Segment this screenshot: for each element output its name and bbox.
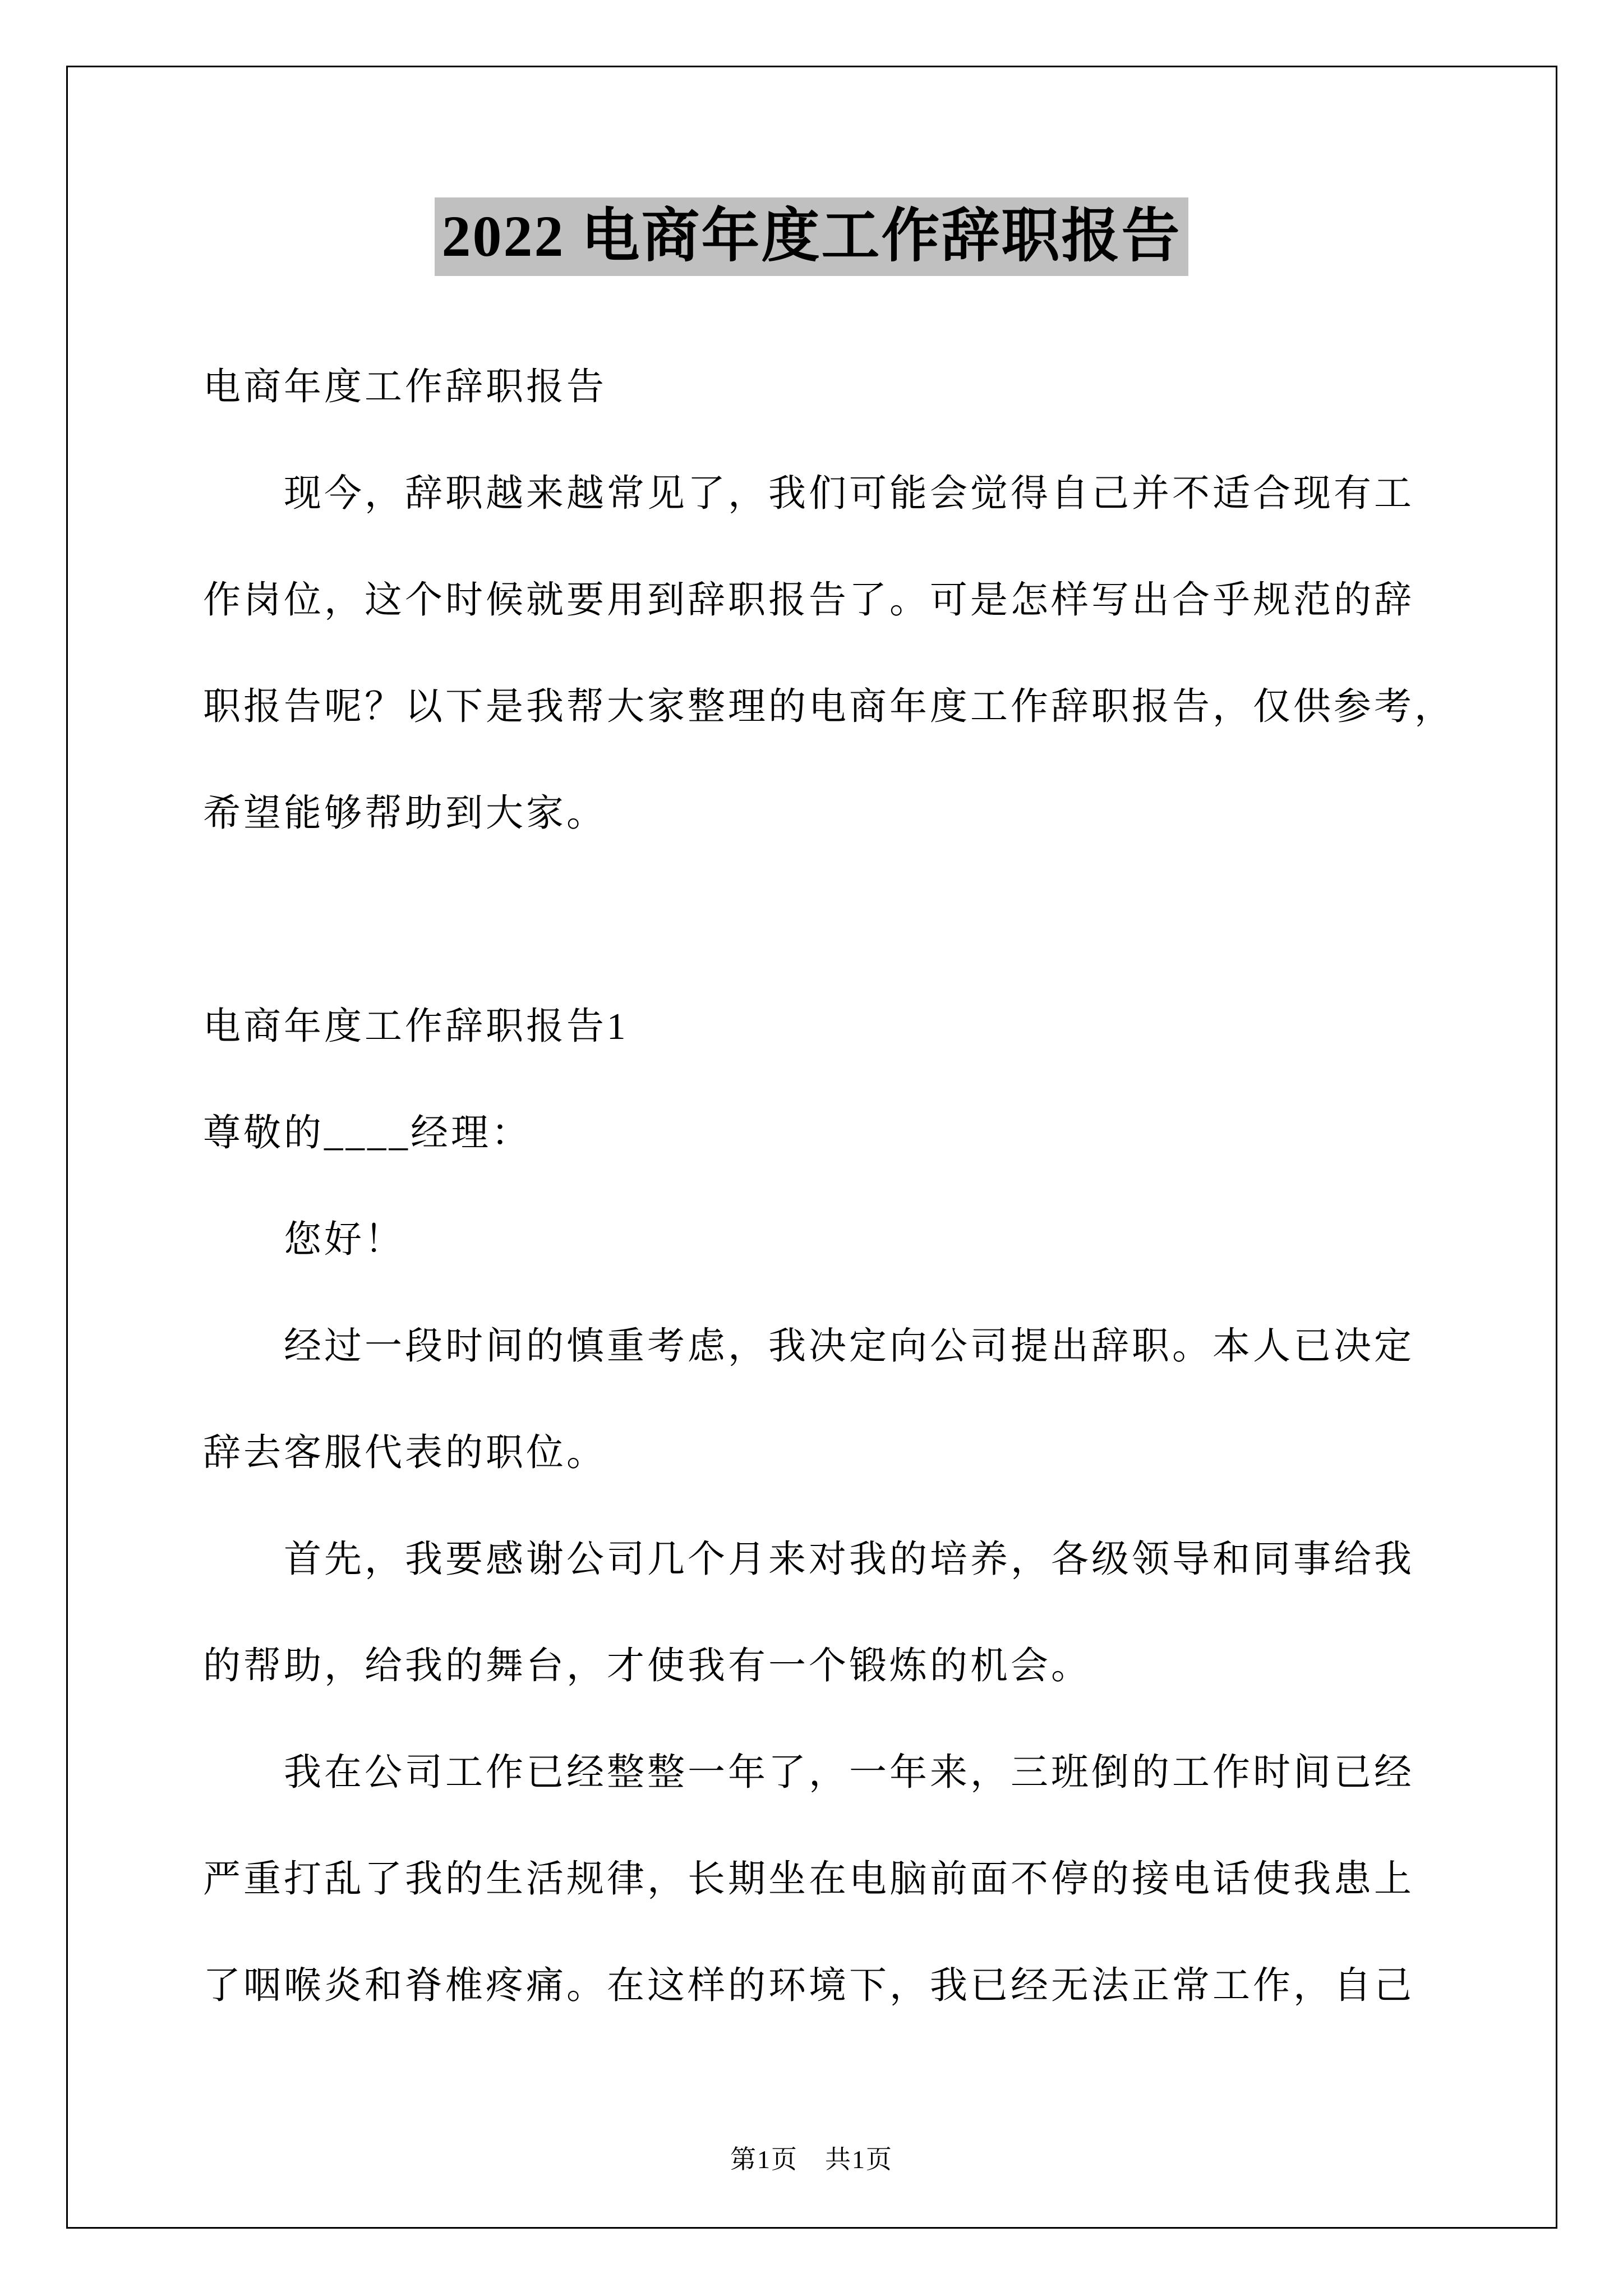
body-line: 电商年度工作辞职报告1 [203, 1006, 629, 1047]
page-footer: 第1页 共1页 [730, 2145, 893, 2174]
body-line: 尊敬的____经理： [203, 1112, 532, 1154]
body-line: 职报告呢？以下是我帮大家整理的电商年度工作辞职报告，仅供参考， [203, 686, 1455, 728]
body-line: 我在公司工作已经整整一年了，一年来，三班倒的工作时间已经 [203, 1752, 1414, 1793]
body-line: 辞去客服代表的职位。 [203, 1432, 607, 1474]
body-line: 电商年度工作辞职报告 [203, 366, 607, 408]
body-line: 您好！ [203, 1219, 405, 1260]
body-line: 经过一段时间的慎重考虑，我决定向公司提出辞职。本人已决定 [203, 1326, 1414, 1367]
body-line: 作岗位，这个时候就要用到辞职报告了。可是怎样写出合乎规范的辞 [203, 579, 1414, 621]
body-line: 现今，辞职越来越常见了，我们可能会觉得自己并不适合现有工 [203, 473, 1414, 514]
document-body [203, 334, 1470, 2039]
document-title: 2022 电商年度工作辞职报告 [435, 197, 1188, 276]
body-line: 首先，我要感谢公司几个月来对我的培养，各级领导和同事给我 [203, 1539, 1414, 1580]
body-line: 严重打乱了我的生活规律，长期坐在电脑前面不停的接电话使我患上 [203, 1858, 1414, 1900]
body-line: 了咽喉炎和脊椎疼痛。在这样的环境下，我已经无法正常工作，自己 [203, 1965, 1414, 2007]
title-row [0, 197, 1623, 276]
body-line: 的帮助，给我的舞台，才使我有一个锻炼的机会。 [203, 1645, 1091, 1687]
body-line-blank [203, 867, 1470, 973]
body-line: 希望能够帮助到大家。 [203, 793, 607, 834]
